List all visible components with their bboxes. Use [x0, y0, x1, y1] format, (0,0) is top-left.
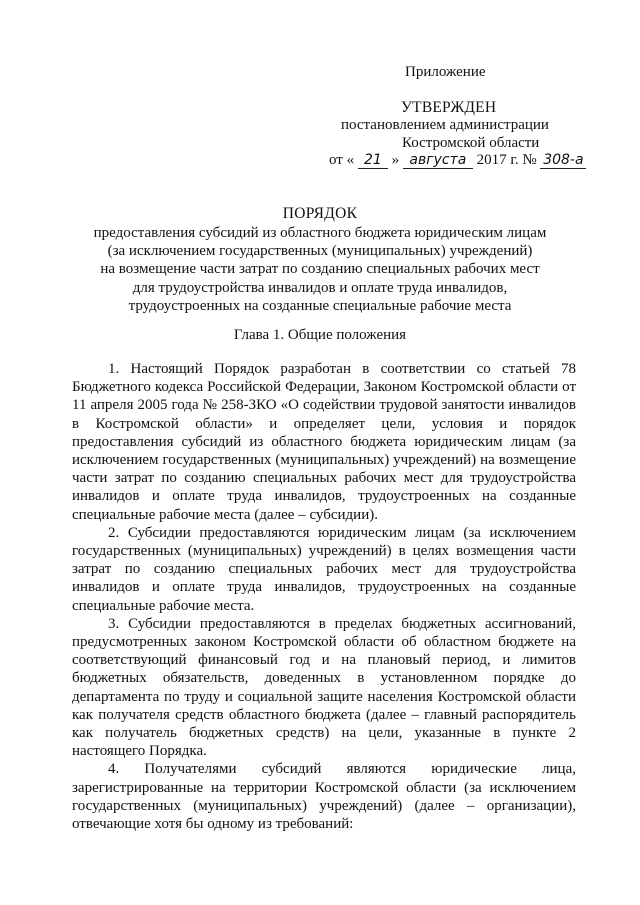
approved-label: УТВЕРЖДЕН — [401, 99, 497, 116]
paragraph-3: 3. Субсидии предоставляются в пределах бюджетных ассигнований, предусмотренных законом Костромской области об областном бюджете на соответствующий финансовый год и на плановый период, и лимитов бюджетных обязательств, доведенных в установленном порядке до департамента по труду и социальной защите населения Костромской области как получателя средств областного бюджета (далее – главный распорядитель как получатель бюджетных средств) на цели, указанные в пункте 2 настоящего Порядка. — [72, 615, 576, 760]
decree-number: 308-а — [540, 152, 586, 169]
subtitle-line: (за исключением государственных (муниципальных) учреждений) — [107, 243, 533, 260]
paragraph-2: 2. Субсидии предоставляются юридическим лицам (за исключением государственных (муниципальных) учреждений) в целях возмещения части затрат по созданию специальных рабочих мест для трудоустройства инвалидов и оплате труда инвалидов, трудоустроенных на созданные специальные рабочие места. — [72, 524, 576, 614]
date-mid: » — [391, 152, 400, 168]
subtitle-line: предоставления субсидий из областного бюджета юридическим лицам — [93, 225, 547, 241]
decree-date-line — [329, 152, 586, 169]
annex-label: Приложение — [405, 64, 486, 80]
decree-line-2: Костромской области — [402, 135, 540, 151]
document-subtitle — [0, 224, 640, 315]
subtitle-line: на возмещение части затрат по созданию специальных рабочих мест — [100, 261, 540, 278]
date-day: 21 — [358, 152, 388, 169]
date-prefix: от « — [329, 152, 355, 168]
subtitle-line: трудоустроенных на созданные специальные рабочие места — [128, 297, 512, 314]
date-month: августа — [403, 152, 473, 169]
paragraph-4: 4. Получателями субсидий являются юридические лица, зарегистрированные на территории Костромской области (за исключением государственных (муниципальных) учреждений) (далее – организации), отвечающие хотя бы одному из требований: — [72, 761, 576, 833]
paragraph-1: 1. Настоящий Порядок разработан в соответствии со статьей 78 Бюджетного кодекса Российской Федерации, Законом Костромской области от 11 апреля 2005 года № 258-ЗКО «О содействии трудовой занятости инвалидов в Костромской области» и определяет цели, условия и порядок предоставления субсидий из областного бюджета юридическим лицам (за исключением государственных (муниципальных) учреждений) на возмещение части затрат по созданию специальных рабочих мест для трудоустройства инвалидов и оплате труда инвалидов, трудоустроенных на созданные специальные рабочие места (далее – субсидии). — [72, 361, 576, 523]
document-title: ПОРЯДОК — [282, 205, 358, 222]
document-body — [72, 360, 576, 833]
decree-line-1: постановлением администрации — [341, 117, 549, 133]
subtitle-line: для трудоустройства инвалидов и оплате труда инвалидов, — [132, 279, 508, 296]
date-year: 2017 г. № — [476, 152, 537, 168]
chapter-heading: Глава 1. Общие положения — [233, 327, 407, 343]
